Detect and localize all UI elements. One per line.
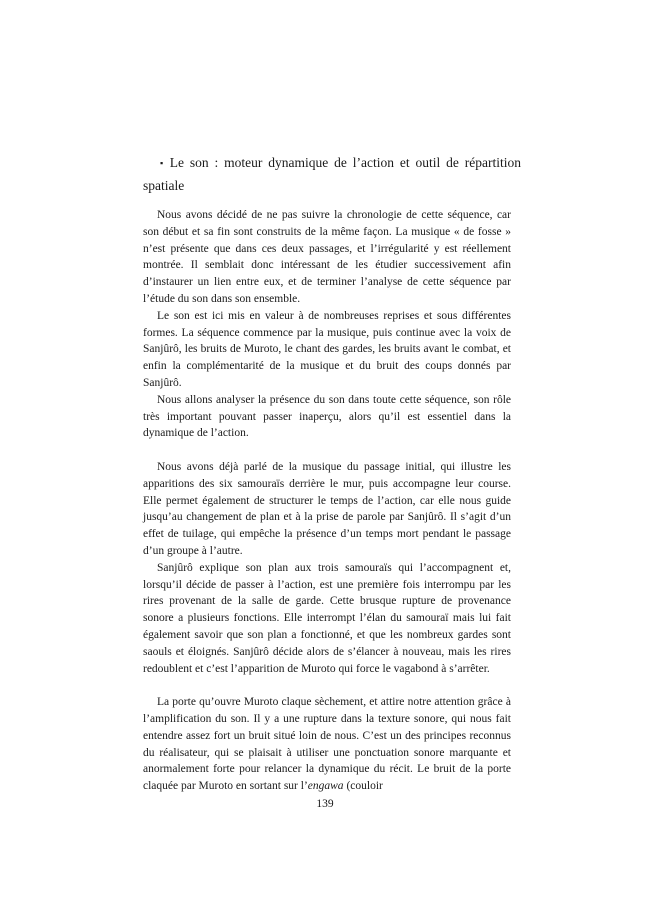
paragraph-6-text: La porte qu’ouvre Muroto claque sèchement, et attire notre attention grâce à l’amplification du son. Il y a une rupture dans la texture sonore, qui nous fait entendre assez fort un bruit situé loin de nous. C’est un des principes reconnus du réalisateur, qui se plaisait à utiliser une ponctuation sonore marquante et anormalement forte pour relancer la dynamique du récit. Le bruit de la porte claquée par Muroto en sortant sur l’ [143,696,511,793]
paragraph-4: Nous avons déjà parlé de la musique du passage initial, qui illustre les apparitions des six samouraïs derrière le mur, puis accompagne leur course. Elle permet également de structurer le temps de l’action, car elle nous guide jusqu’au changement de plan et à la prise de parole par Sanjûrô. Il s’agit d’un effet de tuilage, qui empêche la présence d’un temps mort pendant le passage d’un groupe à l’autre. [143,460,511,557]
paragraph-2: Le son est ici mis en valeur à de nombreuses reprises et sous différentes formes. La séquence commence par la musique, puis continue avec la voix de Sanjûrô, les bruits de Muroto, le chant des gardes, les bruits avant le combat, et enfin la complémentarité de la musique et du bruit des coups donnés par Sanjûrô. [143,309,511,389]
section-heading [143,152,521,196]
section-heading-text: Le son : moteur dynamique de l’action et outil de répartition [169,155,522,170]
paragraph-6-text-end: (couloir [343,780,383,793]
paragraph-3: Nous allons analyser la présence du son dans toute cette séquence, son rôle très important pouvant passer inaperçu, alors qu’il est essentiel dans la dynamique de l’action. [143,393,511,440]
section-heading-line-1 [143,152,521,175]
paragraph-1: Nous avons décidé de ne pas suivre la chronologie de cette séquence, car son début et sa fin sont construits de la même façon. La musique « de fosse » n’est présente que dans ces deux passages, et l’irrégularité y est réellement montrée. Il semblait donc intéressant de les étudier successivement afin d’instaurer un lien entre eux, et de terminer l’analyse de cette séquence par l’étude du son dans son ensemble. [143,209,511,305]
page-number: 139 [316,798,334,810]
paragraph-5: Sanjûrô explique son plan aux trois samouraïs qui l’accompagnent et, lorsqu’il décide de passer à l’action, est une première fois interrompu par les rires provenant de la salle de garde. Cette brusque rupture de provenance sonore a plusieurs fonctions. Elle interrompt l’élan du samouraï mais lui fait également savoir que son plan a fonctionné, et que les nombreux gardes sont saouls et éloignés. Sanjûrô décide alors de s’élancer à nouveau, mais les rires redoublent et c’est l’apparition de Muroto qui force le vagabond à s’arrêter. [143,561,511,675]
paragraph-6-italic-term: engawa [307,780,344,793]
section-heading-line-2: spatiale [143,178,185,193]
square-bullet-icon: ▪ [160,158,166,168]
body-text [143,207,511,795]
paragraph-6 [143,694,511,795]
